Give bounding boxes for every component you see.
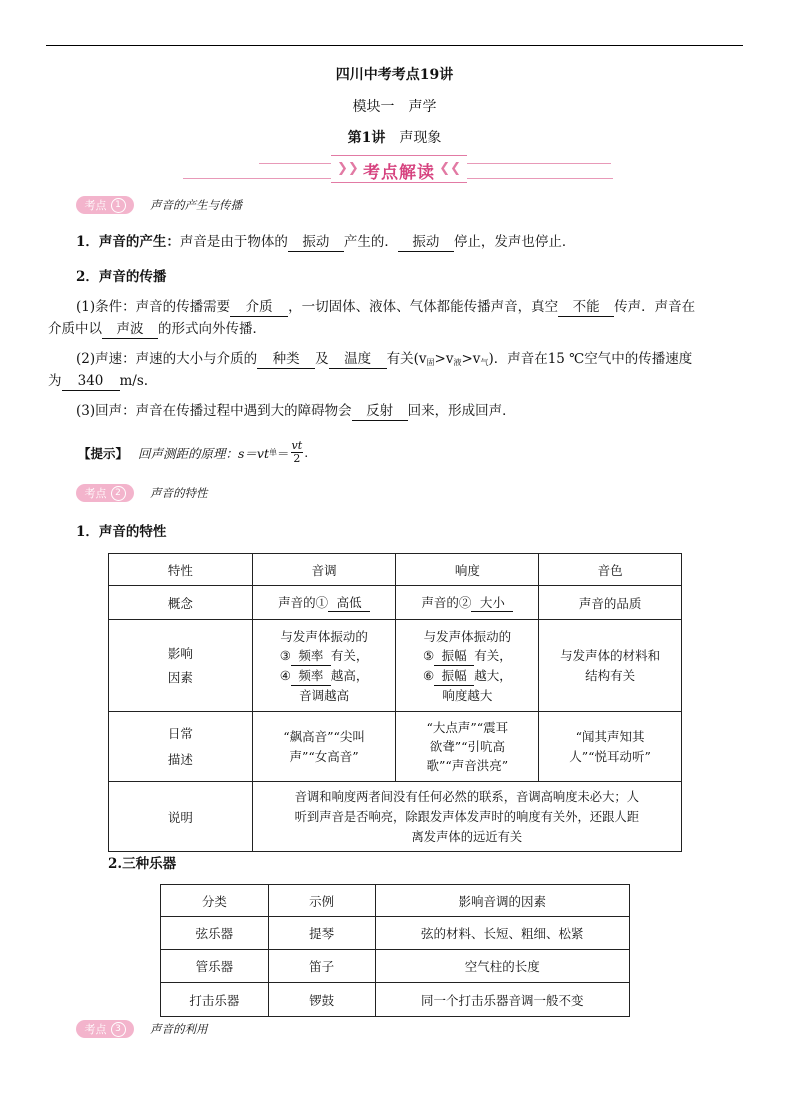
section-banner: [183, 155, 613, 183]
text: 传声．声音在: [614, 299, 696, 315]
text-line: [257, 646, 392, 666]
table-header: 分类: [161, 885, 269, 917]
text: 越大，: [474, 667, 512, 683]
answer-blank: 大小: [471, 593, 513, 612]
answer-blank: 反射: [352, 403, 408, 421]
text: 日常: [167, 725, 193, 741]
table-header: 示例: [268, 885, 375, 917]
para-condition-line2: [48, 318, 716, 340]
text: 声音的②: [421, 595, 472, 610]
text: >v: [461, 351, 481, 367]
text: “大点声”“震耳: [426, 720, 509, 735]
text: 声音的①: [278, 595, 329, 610]
answer-blank: 频率: [291, 646, 331, 666]
top-rule: [46, 45, 743, 46]
text: 描述: [167, 751, 193, 767]
text: 有关，: [474, 647, 512, 663]
kaodian-1: [76, 196, 242, 214]
text: “飙高音”“尖叫: [283, 728, 365, 744]
text: (2)声速：声速的大小与介质的: [76, 351, 258, 367]
text: 影响: [167, 645, 193, 661]
text: 与发声体振动的: [280, 628, 368, 644]
table-row: [161, 950, 630, 983]
kaodian-title: 声音的产生与传播: [150, 198, 242, 212]
section-heading-characteristics: 1．声音的特性: [76, 524, 167, 540]
cell: 空气柱的长度: [375, 950, 629, 983]
cell: 提琴: [268, 917, 375, 950]
text: 音调和响度两者间没有任何必然的联系，音调高响度未必大；人: [294, 789, 639, 804]
kaodian-badge: [76, 484, 134, 502]
text: )．声音在15 ℃空气中的传播速度: [488, 351, 693, 367]
cell: [396, 620, 539, 712]
kaodian-badge: [76, 1020, 134, 1038]
text: 有关(v: [386, 351, 427, 367]
text: 歌”“声音洪亮”: [426, 758, 509, 773]
fraction-numerator: vt: [291, 439, 303, 452]
subscript: 气: [480, 358, 489, 367]
table-row: [161, 983, 630, 1017]
cell: [252, 712, 396, 782]
cell: 同一个打击乐器音调一般不变: [375, 983, 629, 1017]
banner-text: 考点解读: [363, 163, 435, 183]
lecture-title: [46, 127, 743, 147]
chevron-left-icon: ❯❯: [337, 161, 359, 176]
row-label: [109, 712, 253, 782]
kaodian-label: 考点: [84, 1023, 107, 1036]
text: 声”“女高音”: [289, 748, 359, 764]
para-condition: [76, 296, 744, 318]
table-row-factor: [109, 620, 682, 712]
answer-blank: 声波: [102, 321, 158, 339]
text: 回来，形成回声．: [407, 403, 516, 419]
chevron-right-icon: ❮❮: [439, 161, 461, 176]
kaodian-number: 3: [111, 1022, 126, 1037]
text: 为: [48, 373, 62, 389]
answer-blank: 振动: [398, 234, 454, 252]
kaodian-title: 声音的特性: [150, 486, 208, 500]
cell: [539, 712, 682, 782]
table-row-concept: [109, 586, 682, 620]
cell: [252, 586, 396, 620]
table-header: 音调: [252, 554, 396, 586]
para-heading: 1．声音的产生：: [76, 234, 180, 250]
kaodian-label: 考点: [84, 487, 107, 500]
cell: 笛子: [268, 950, 375, 983]
answer-blank: 340: [62, 373, 120, 391]
cell: 打击乐器: [161, 983, 269, 1017]
table-row-daily: [109, 712, 682, 782]
row-label: 说明: [109, 782, 253, 852]
tip-label: 【提示】: [78, 445, 129, 461]
tip-text: 回声测距的原理：s＝vt: [138, 445, 270, 461]
text: ⑤: [422, 647, 435, 663]
table-header-row: [161, 885, 630, 917]
row-label: 概念: [109, 586, 253, 620]
cell: [252, 620, 396, 712]
answer-blank: 不能: [558, 299, 614, 317]
text: 产生的．: [343, 234, 398, 250]
doc-title: 四川中考考点19讲: [335, 67, 454, 83]
text: 的形式向外传播．: [158, 321, 266, 337]
para-speed-line2: [48, 370, 716, 392]
cell: [396, 712, 539, 782]
text: ⑥: [422, 667, 435, 683]
banner-pill: [331, 155, 467, 183]
kaodian-title: 声音的利用: [150, 1022, 208, 1036]
text: 音调越高: [299, 687, 350, 703]
cell: [539, 620, 682, 712]
text: 人”“悦耳动听”: [569, 748, 651, 764]
text: 越高，: [330, 667, 369, 683]
answer-blank: 温度: [329, 351, 387, 369]
tip-line: [78, 440, 308, 465]
table-header: 音色: [539, 554, 682, 586]
kaodian-number: 1: [111, 198, 126, 213]
text: ＝: [277, 445, 290, 461]
kaodian-2: [76, 484, 208, 502]
answer-blank: 介质: [230, 299, 288, 317]
lecture-name: 声现象: [385, 130, 442, 146]
cell: 锣鼓: [268, 983, 375, 1017]
cell: 管乐器: [161, 950, 269, 983]
text: 因素: [167, 669, 193, 685]
cell: [252, 782, 681, 852]
text: m/s.: [119, 373, 149, 389]
text: 听到声音是否响亮，除跟发声体发声时的响度有关外，还跟人距: [294, 809, 639, 824]
subscript: 单: [269, 448, 278, 457]
text: 停止，发声也停止．: [453, 234, 576, 250]
characteristics-table: [108, 553, 682, 852]
text: >v: [434, 351, 454, 367]
text: ，一切固体、液体、气体都能传播声音，真空: [288, 299, 559, 315]
text: “闻其声知其: [575, 728, 645, 744]
instruments-table: [160, 884, 630, 1017]
text: .: [304, 445, 309, 460]
table-header: 响度: [396, 554, 539, 586]
para-sound-production: [76, 231, 744, 253]
fraction-denominator: 2: [293, 452, 301, 465]
text: ④: [279, 667, 291, 683]
text: (1)条件：声音的传播需要: [76, 299, 231, 315]
kaodian-label: 考点: [84, 199, 107, 212]
table-row: [161, 917, 630, 950]
lecture-number: 第1讲: [347, 130, 386, 146]
kaodian-badge: [76, 196, 134, 214]
text: 响度越大: [442, 687, 493, 703]
cell: 弦的材料、长短、粗细、松紧: [375, 917, 629, 950]
text: 与发声体振动的: [423, 628, 512, 644]
text: 与发声体的材料和: [560, 647, 661, 663]
table-row-note: [109, 782, 682, 852]
answer-blank: 高低: [328, 593, 370, 612]
text: 介质中以: [48, 321, 102, 337]
text-line: [400, 666, 534, 686]
text: 声音是由于物体的: [179, 234, 288, 250]
cell: 弦乐器: [161, 917, 269, 950]
para-echo: [76, 400, 744, 422]
table-header-row: [109, 554, 682, 586]
section-heading-instruments: 2.三种乐器: [108, 856, 177, 872]
fraction: [291, 440, 304, 465]
text: 离发声体的远近有关: [411, 829, 523, 844]
text-line: [400, 646, 534, 666]
text: (3)回声：声音在传播过程中遇到大的障碍物会: [76, 403, 352, 419]
para-sound-transmission: 2．声音的传播: [76, 269, 167, 285]
answer-blank: 振动: [288, 234, 344, 252]
answer-blank: 振幅: [434, 666, 474, 686]
text: 欲聋”“引吭高: [429, 739, 505, 754]
subscript: 液: [453, 358, 462, 367]
text: 结构有关: [585, 667, 636, 683]
module-title: 模块一 声学: [352, 99, 437, 115]
row-label: [109, 620, 253, 712]
text: 有关，: [330, 647, 369, 663]
text-line: [257, 666, 392, 686]
table-header: 特性: [109, 554, 253, 586]
text: ③: [279, 647, 291, 663]
kaodian-3: [76, 1020, 208, 1038]
answer-blank: 振幅: [434, 646, 474, 666]
table-header: 影响音调的因素: [375, 885, 629, 917]
subscript: 固: [426, 358, 435, 367]
kaodian-number: 2: [111, 486, 126, 501]
answer-blank: 频率: [291, 666, 331, 686]
answer-blank: 种类: [257, 351, 315, 369]
cell: 声音的品质: [539, 586, 682, 620]
text: 及: [315, 351, 329, 367]
cell: [396, 586, 539, 620]
